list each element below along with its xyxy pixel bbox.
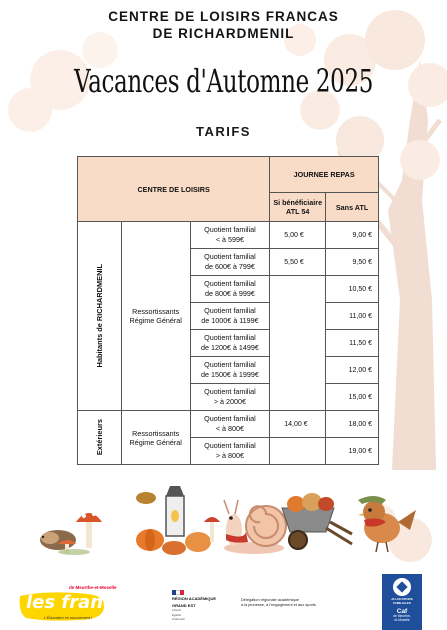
snail-icon — [224, 500, 286, 554]
table-row — [78, 222, 379, 249]
price-sans-atl: 9,50 € — [326, 249, 379, 276]
header-atl54-line2: ATL 54 — [286, 207, 310, 216]
qf-line2: > à 2000€ — [213, 397, 247, 406]
qf-line1: Quotient familial — [204, 252, 256, 261]
delegation-text — [241, 598, 316, 608]
price-sans-atl: 11,50 € — [326, 330, 379, 357]
caf-logo — [382, 574, 422, 630]
caf-label-line1: ALLOCATIONS — [391, 597, 413, 601]
group-habitants-cell — [78, 222, 122, 411]
qf-cell — [190, 330, 270, 357]
devise-line3: Fraternité — [172, 617, 185, 622]
hedgehog-mushroom-icon — [40, 512, 102, 555]
price-atl-empty — [270, 438, 326, 465]
price-atl: 5,00 € — [270, 222, 326, 249]
regime-line2: Régime Général — [129, 316, 182, 325]
group-habitants-label: Habitants de RICHARDMENIL — [94, 264, 104, 368]
qf-line1: Quotient familial — [204, 387, 256, 396]
regime-line2: Régime Général — [129, 437, 182, 447]
header-centre-de-loisirs: CENTRE DE LOISIRS — [78, 157, 270, 222]
price-sans-atl: 10,50 € — [326, 276, 379, 303]
tarifs-table — [77, 156, 379, 465]
devise-line2: Égalité — [172, 612, 182, 617]
caf-brand: Caf — [396, 608, 408, 616]
regime-line1: Ressortissants — [132, 307, 180, 316]
qf-line2: de 1000€ à 1199€ — [201, 316, 259, 325]
qf-line1: Quotient familial — [204, 414, 256, 423]
qf-line1: Quotient familial — [204, 279, 256, 288]
price-atl: 5,50 € — [270, 249, 326, 276]
marianne-flag-icon — [172, 590, 184, 595]
qf-line1: Quotient familial — [204, 306, 256, 315]
delegation-line2: à la jeunesse, à l'engagement et aux sports — [241, 601, 316, 607]
qf-line1: Quotient familial — [204, 360, 256, 369]
price-atl: 14,00 € — [270, 411, 326, 438]
header-journee-repas: JOURNEE REPAS — [270, 157, 379, 193]
caf-emblem-icon — [393, 578, 411, 596]
page-header — [0, 8, 447, 42]
region-name-line1: RÉGION ACADÉMIQUE — [172, 596, 217, 601]
pumpkin-lantern-icon — [136, 486, 220, 555]
francas-slogan: L'Éducation en mouvement ! — [44, 616, 93, 620]
price-sans-atl: 15,00 € — [326, 384, 379, 411]
francas-name: les francas — [26, 592, 137, 613]
price-sans-atl: 18,00 € — [326, 411, 379, 438]
qf-line1: Quotient familial — [204, 225, 256, 234]
page-subtitle: TARIFS — [196, 124, 251, 139]
wheelbarrow-pumpkins-icon — [282, 493, 352, 549]
page-title: Vacances d'Automne 2025 — [73, 62, 374, 100]
table-row — [78, 411, 379, 438]
qf-line2: de 600€ à 799€ — [204, 262, 255, 271]
caf-dept-line1: de Meurthe- — [393, 614, 411, 619]
qf-cell — [190, 303, 270, 330]
qf-line2: < à 800€ — [215, 424, 245, 433]
footer-logos — [0, 568, 447, 630]
qf-cell — [190, 357, 270, 384]
autumn-illustrations — [34, 482, 420, 558]
regime-cell-exterieurs — [121, 411, 190, 465]
group-exterieurs-cell — [78, 411, 122, 465]
qf-cell — [190, 222, 270, 249]
price-sans-atl: 12,00 € — [326, 357, 379, 384]
qf-line2: de 1500€ à 1999€ — [200, 370, 259, 379]
qf-line2: < à 599€ — [215, 235, 245, 244]
qf-cell — [190, 411, 270, 438]
francas-department-tag: de Meurthe-et-Moselle — [69, 585, 117, 590]
qf-cell — [190, 384, 270, 411]
qf-line2: de 800€ à 999€ — [204, 289, 255, 298]
price-sans-atl: 19,00 € — [326, 438, 379, 465]
price-sans-atl: 9,00 € — [326, 222, 379, 249]
org-name-line-1: CENTRE DE LOISIRS FRANCAS — [108, 9, 339, 24]
delegation-line1: Délégation régionale académique — [241, 597, 299, 602]
group-exterieurs-label: Extérieurs — [94, 419, 104, 456]
region-name-line2: GRAND EST — [172, 602, 196, 608]
caf-label-line2: FAMILIALES — [393, 600, 411, 605]
qf-line2: > à 800€ — [215, 451, 245, 460]
price-sans-atl: 11,00 € — [326, 303, 379, 330]
price-atl-empty — [270, 276, 326, 411]
header-atl54-line1: Si bénéficiaire — [273, 198, 323, 207]
qf-line2: de 1200€ à 1499€ — [200, 343, 259, 352]
qf-line1: Quotient familial — [204, 441, 256, 450]
qf-line1: Quotient familial — [204, 333, 256, 342]
regime-cell-habitants — [121, 222, 190, 411]
header-sans-atl: Sans ATL — [326, 193, 379, 222]
regime-line1: Ressortissants — [132, 428, 180, 438]
qf-cell — [190, 276, 270, 303]
caf-dept-line2: et-Moselle — [394, 617, 410, 622]
qf-cell — [190, 438, 270, 465]
qf-cell — [190, 249, 270, 276]
robin-bird-icon — [358, 496, 416, 552]
devise-line1: Liberté — [172, 608, 182, 613]
region-academique-logo — [172, 590, 216, 622]
org-name-line-2: DE RICHARDMENIL — [152, 26, 295, 41]
header-atl54 — [270, 193, 326, 222]
